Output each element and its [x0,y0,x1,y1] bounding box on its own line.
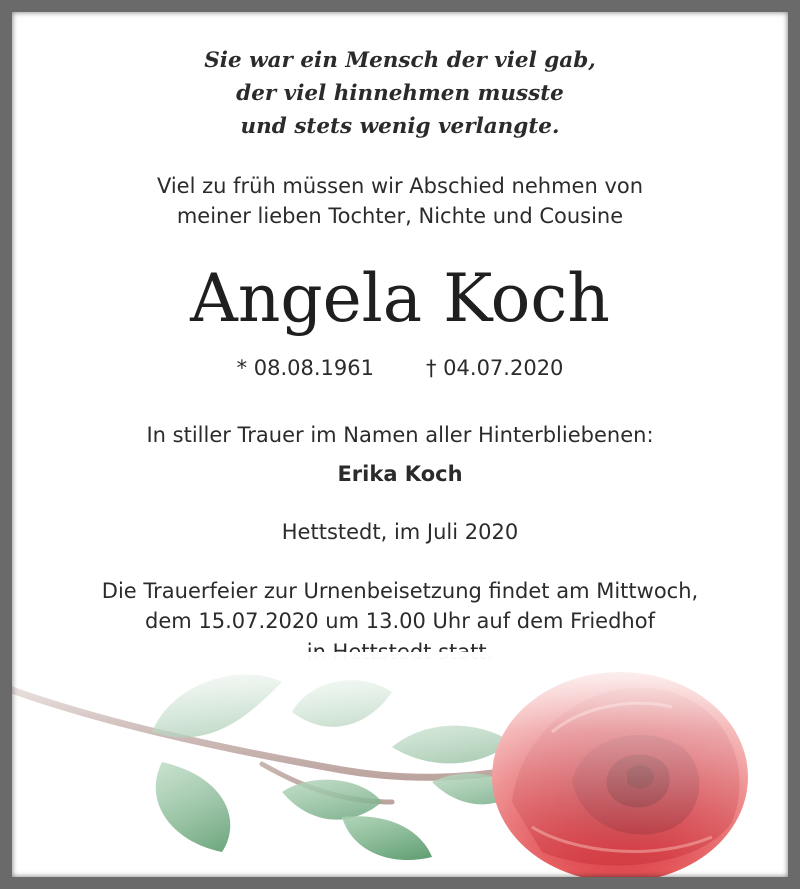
funeral-line-2: dem 15.07.2020 um 13.00 Uhr auf dem Friedhof [145,609,655,633]
mourners-intro: In stiller Trauer im Namen aller Hinterbliebenen: [146,423,654,447]
mourner-name: Erika Koch [337,462,463,486]
birth-date: * 08.08.1961 [236,356,374,380]
motto-line-2: der viel hinnehmen musste [236,81,564,106]
life-dates [12,352,788,384]
obituary-notice [12,12,788,877]
deceased-name: Angela Koch [190,260,610,337]
intro-line-1: Viel zu früh müssen wir Abschied nehmen von [156,174,644,198]
place-date: Hettstedt, im Juli 2020 [281,520,519,544]
motto-line-1: Sie war ein Mensch der viel gab, [204,48,596,73]
intro-line-2: meiner lieben Tochter, Nichte und Cousine [176,204,624,228]
red-rose-image [12,652,788,877]
funeral-line-1: Die Trauerfeier zur Urnenbeisetzung findet am Mittwoch, [101,579,699,603]
motto-line-3: und stets wenig verlangte. [240,114,560,139]
death-date: † 04.07.2020 [426,356,564,380]
